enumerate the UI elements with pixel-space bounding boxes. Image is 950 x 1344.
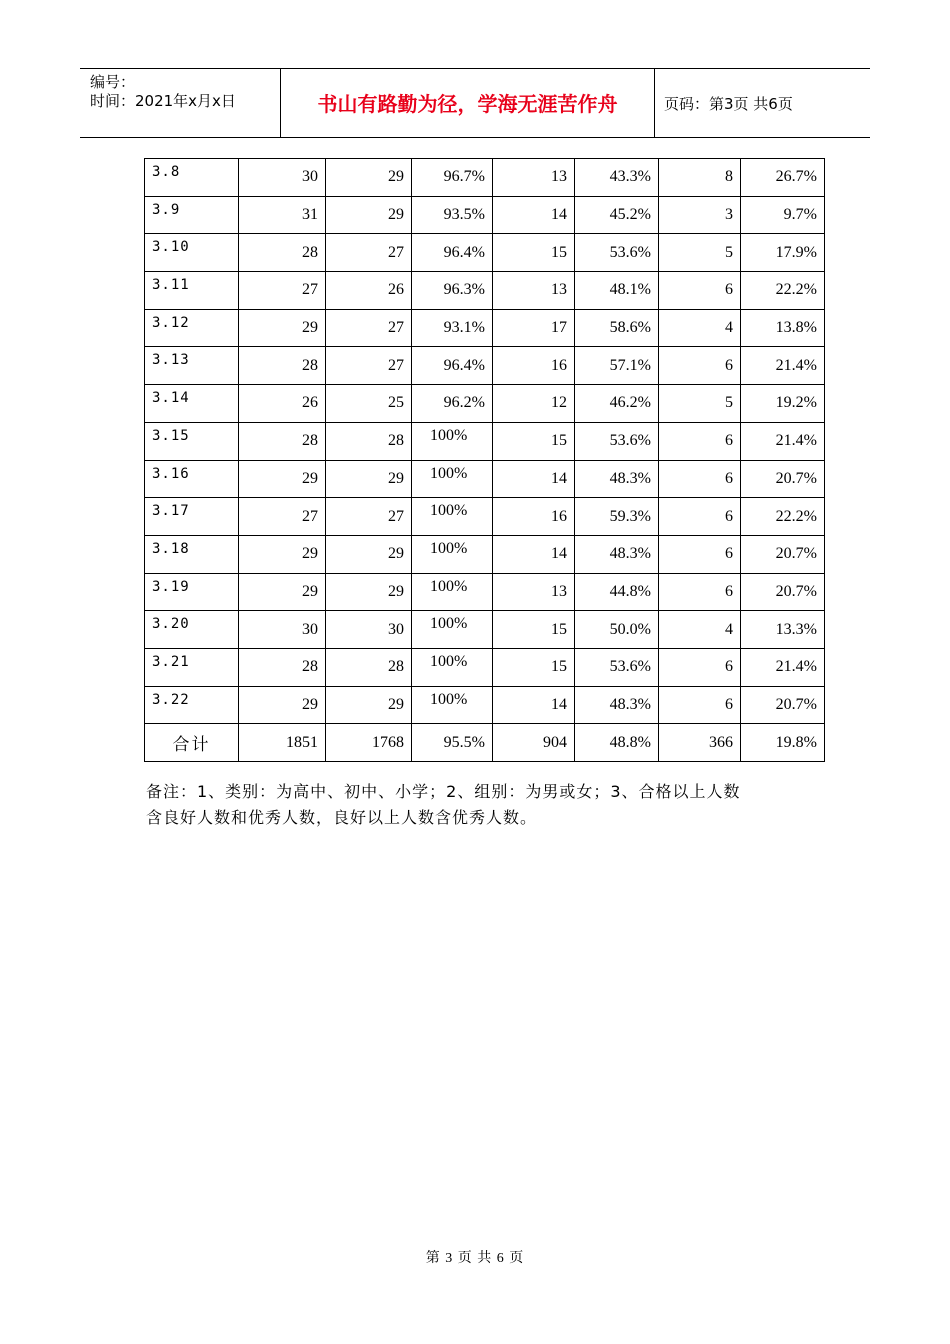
table-cell: 96.7% [412, 159, 493, 197]
header-meta-cell [80, 69, 281, 137]
table-cell: 31 [239, 196, 326, 234]
table-row [145, 196, 825, 234]
table-cell: 3 [659, 196, 741, 234]
table-cell: 43.3% [575, 159, 659, 197]
table-cell: 19.2% [741, 385, 825, 423]
row-label-cell: 3.16 [145, 460, 239, 498]
table-cell: 100% [412, 535, 493, 573]
table-cell: 26 [326, 272, 412, 310]
table-cell: 46.2% [575, 385, 659, 423]
table-cell: 57.1% [575, 347, 659, 385]
table-row [145, 159, 825, 197]
table-cell: 27 [326, 498, 412, 536]
table-cell: 6 [659, 422, 741, 460]
table-cell: 6 [659, 272, 741, 310]
table-cell: 100% [412, 422, 493, 460]
table-cell: 27 [326, 347, 412, 385]
table-cell: 13.3% [741, 611, 825, 649]
table-row [145, 498, 825, 536]
table-row [145, 686, 825, 724]
table-cell: 29 [326, 159, 412, 197]
table-row [145, 309, 825, 347]
table-cell: 59.3% [575, 498, 659, 536]
table-cell: 14 [493, 686, 575, 724]
table-cell: 29 [326, 196, 412, 234]
table-cell: 28 [239, 422, 326, 460]
table-cell: 58.6% [575, 309, 659, 347]
table-cell: 16 [493, 347, 575, 385]
row-label-cell: 3.21 [145, 648, 239, 686]
row-label-cell: 3.13 [145, 347, 239, 385]
statistics-table [144, 158, 825, 762]
table-cell: 48.1% [575, 272, 659, 310]
table-cell: 1768 [326, 724, 412, 762]
table-cell: 6 [659, 573, 741, 611]
table-cell: 53.6% [575, 422, 659, 460]
table-cell: 6 [659, 535, 741, 573]
table-cell: 30 [326, 611, 412, 649]
table-row [145, 535, 825, 573]
table-cell: 13.8% [741, 309, 825, 347]
table-cell: 29 [326, 460, 412, 498]
table-cell: 96.3% [412, 272, 493, 310]
table-cell: 100% [412, 498, 493, 536]
table-cell: 12 [493, 385, 575, 423]
table-cell: 9.7% [741, 196, 825, 234]
table-cell: 904 [493, 724, 575, 762]
table-cell: 27 [326, 309, 412, 347]
table-cell: 19.8% [741, 724, 825, 762]
table-row [145, 234, 825, 272]
table-row [145, 460, 825, 498]
table-cell: 25 [326, 385, 412, 423]
table-cell: 14 [493, 535, 575, 573]
table-cell: 6 [659, 460, 741, 498]
table-cell: 93.1% [412, 309, 493, 347]
table-cell: 15 [493, 422, 575, 460]
table-cell: 20.7% [741, 686, 825, 724]
table-cell: 93.5% [412, 196, 493, 234]
total-row [145, 724, 825, 762]
table-cell: 366 [659, 724, 741, 762]
page-footer: 第 3 页 共 6 页 [425, 1251, 525, 1266]
table-cell: 20.7% [741, 460, 825, 498]
table-cell: 13 [493, 272, 575, 310]
table-cell: 20.7% [741, 535, 825, 573]
row-label-cell: 3.12 [145, 309, 239, 347]
table-cell: 6 [659, 648, 741, 686]
row-label-cell: 3.20 [145, 611, 239, 649]
table-cell: 27 [239, 272, 326, 310]
table-cell: 4 [659, 611, 741, 649]
row-label-cell: 3.14 [145, 385, 239, 423]
table-cell: 6 [659, 347, 741, 385]
table-cell: 5 [659, 385, 741, 423]
table-cell: 14 [493, 196, 575, 234]
table-cell: 15 [493, 648, 575, 686]
row-label-cell: 3.11 [145, 272, 239, 310]
table-cell: 45.2% [575, 196, 659, 234]
row-label-cell: 3.9 [145, 196, 239, 234]
table-cell: 96.4% [412, 347, 493, 385]
table-row [145, 272, 825, 310]
table-cell: 96.2% [412, 385, 493, 423]
table-cell: 27 [239, 498, 326, 536]
table-cell: 30 [239, 159, 326, 197]
date-label: 时间：2021年x月x日 [90, 92, 236, 110]
table-cell: 15 [493, 611, 575, 649]
table-cell: 29 [239, 686, 326, 724]
table-cell: 29 [239, 573, 326, 611]
table-cell: 17 [493, 309, 575, 347]
table-cell: 29 [239, 460, 326, 498]
table-cell: 20.7% [741, 573, 825, 611]
table-cell: 100% [412, 648, 493, 686]
number-label: 编号： [90, 73, 136, 91]
row-label-cell: 3.17 [145, 498, 239, 536]
row-label-cell: 3.8 [145, 159, 239, 197]
header-motto: 书山有路勤为径，学海无涯苦作舟 [281, 69, 655, 137]
table-cell: 13 [493, 159, 575, 197]
table-cell: 100% [412, 686, 493, 724]
row-label-cell: 3.18 [145, 535, 239, 573]
table-cell: 29 [326, 535, 412, 573]
table-cell: 48.8% [575, 724, 659, 762]
total-label-cell: 合计 [145, 724, 239, 762]
row-label-cell: 3.19 [145, 573, 239, 611]
header-page-info: 页码：第3页 共6页 [664, 95, 793, 113]
table-cell: 16 [493, 498, 575, 536]
row-label-cell: 3.10 [145, 234, 239, 272]
table-cell: 50.0% [575, 611, 659, 649]
table-cell: 29 [239, 309, 326, 347]
table-cell: 14 [493, 460, 575, 498]
table-cell: 48.3% [575, 460, 659, 498]
table-cell: 6 [659, 498, 741, 536]
table-cell: 48.3% [575, 686, 659, 724]
table-cell: 22.2% [741, 272, 825, 310]
table-cell: 15 [493, 234, 575, 272]
table-cell: 13 [493, 573, 575, 611]
table-cell: 53.6% [575, 648, 659, 686]
table-cell: 28 [326, 422, 412, 460]
table-cell: 100% [412, 573, 493, 611]
table-cell: 5 [659, 234, 741, 272]
table-cell: 29 [326, 686, 412, 724]
table-cell: 6 [659, 686, 741, 724]
table-cell: 29 [239, 535, 326, 573]
table-cell: 48.3% [575, 535, 659, 573]
table-cell: 95.5% [412, 724, 493, 762]
table-cell: 22.2% [741, 498, 825, 536]
table-row [145, 648, 825, 686]
table-cell: 21.4% [741, 422, 825, 460]
table-cell: 1851 [239, 724, 326, 762]
note-line-2: 含良好人数和优秀人数，良好以上人数含优秀人数。 [146, 808, 538, 827]
table-cell: 29 [326, 573, 412, 611]
table-cell: 44.8% [575, 573, 659, 611]
table-cell: 28 [326, 648, 412, 686]
table-cell: 100% [412, 611, 493, 649]
table-row [145, 422, 825, 460]
table-body [145, 159, 825, 762]
table-note [146, 779, 826, 831]
table-cell: 100% [412, 460, 493, 498]
table-cell: 4 [659, 309, 741, 347]
table-cell: 17.9% [741, 234, 825, 272]
page-header [80, 68, 870, 138]
table-cell: 26 [239, 385, 326, 423]
table-cell: 21.4% [741, 347, 825, 385]
table-cell: 21.4% [741, 648, 825, 686]
table-cell: 96.4% [412, 234, 493, 272]
table-cell: 30 [239, 611, 326, 649]
table-row [145, 385, 825, 423]
table-row [145, 573, 825, 611]
row-label-cell: 3.15 [145, 422, 239, 460]
table-row [145, 347, 825, 385]
table-cell: 27 [326, 234, 412, 272]
row-label-cell: 3.22 [145, 686, 239, 724]
table-cell: 8 [659, 159, 741, 197]
table-cell: 28 [239, 648, 326, 686]
table-cell: 28 [239, 234, 326, 272]
table-row [145, 611, 825, 649]
table-cell: 26.7% [741, 159, 825, 197]
table-cell: 28 [239, 347, 326, 385]
table-cell: 53.6% [575, 234, 659, 272]
note-line-1: 备注：1、类别：为高中、初中、小学；2、组别：为男或女；3、合格以上人数 [146, 782, 741, 801]
